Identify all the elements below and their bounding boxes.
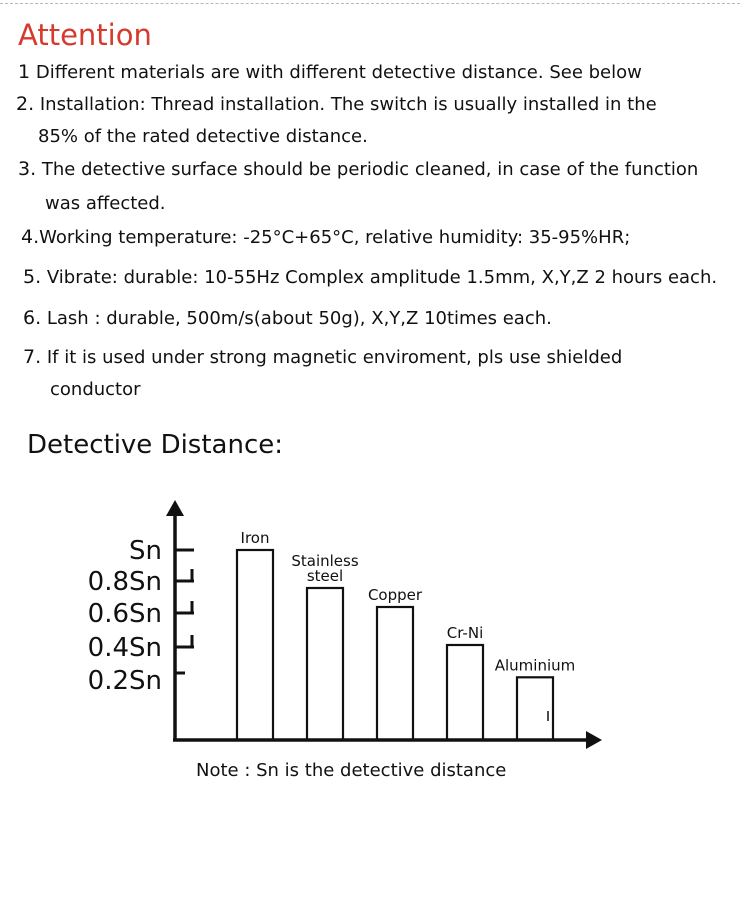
y-axis-arrow-icon	[166, 500, 184, 516]
attention-heading: Attention	[18, 18, 152, 52]
attention-item-4	[21, 226, 630, 248]
detective-distance-title: Detective Distance:	[27, 430, 284, 460]
item-number: 4.	[21, 226, 40, 248]
item-number: 6.	[23, 307, 42, 329]
y-tick-label: 0.6Sn	[87, 599, 162, 629]
bar-iron	[237, 550, 273, 740]
bar-aluminium	[517, 677, 553, 740]
attention-item-5	[23, 266, 717, 288]
item-text: Working temperature: -25°C+65°C, relative humidity: 35-95%HR;	[39, 227, 631, 248]
bar-stainless-steel	[307, 588, 343, 740]
bar-label-stainless-steel: Stainless	[291, 552, 359, 570]
item-text: The detective surface should be periodic cleaned, in case of the function	[41, 159, 699, 180]
item-text: Vibrate: durable: 10-55Hz Complex amplitude 1.5mm, X,Y,Z 2 hours each.	[46, 267, 718, 288]
bar-label-aluminium: Aluminium	[494, 656, 576, 675]
y-tick-label: 0.8Sn	[87, 567, 162, 597]
x-axis-arrow-icon	[586, 731, 602, 749]
y-axis-ticks	[88, 536, 194, 696]
y-tick-label: 0.2Sn	[87, 666, 162, 696]
y-tick-label: 0.4Sn	[87, 633, 162, 663]
bar-copper	[377, 607, 413, 740]
item-number: 7.	[23, 346, 42, 368]
top-dashed-divider	[0, 3, 740, 4]
item-text: Installation: Thread installation. The switch is usually installed in the	[39, 94, 657, 115]
bar-label-cr-ni: Cr-Ni	[446, 624, 484, 642]
y-tick-label: Sn	[129, 536, 162, 566]
attention-item-7	[23, 346, 623, 400]
item-continuation: was affected.	[45, 193, 166, 214]
item-text: If it is used under strong magnetic enviroment, pls use shielded	[46, 347, 623, 368]
attention-item-1	[18, 61, 642, 83]
item-continuation: 85% of the rated detective distance.	[38, 126, 368, 147]
bar-cr-ni	[447, 645, 483, 740]
detective-distance-chart	[0, 490, 620, 750]
bars	[237, 529, 575, 740]
item-number: 1	[18, 61, 31, 83]
bar-label-copper: Copper	[367, 586, 423, 604]
item-text: Different materials are with different detective distance. See below	[35, 62, 642, 83]
attention-item-3	[18, 158, 699, 214]
item-number: 3.	[18, 158, 37, 180]
bar-label-iron: Iron	[240, 529, 270, 547]
item-text: Lash : durable, 500m/s(about 50g), X,Y,Z 10times each.	[46, 308, 552, 329]
item-number: 5.	[23, 266, 42, 288]
chart-note: Note : Sn is the detective distance	[196, 760, 507, 781]
bar-label-stainless-steel: steel	[306, 567, 344, 585]
attention-item-2	[16, 93, 657, 147]
item-number: 2.	[16, 93, 35, 115]
attention-item-6	[23, 307, 552, 329]
item-continuation: conductor	[50, 379, 141, 400]
